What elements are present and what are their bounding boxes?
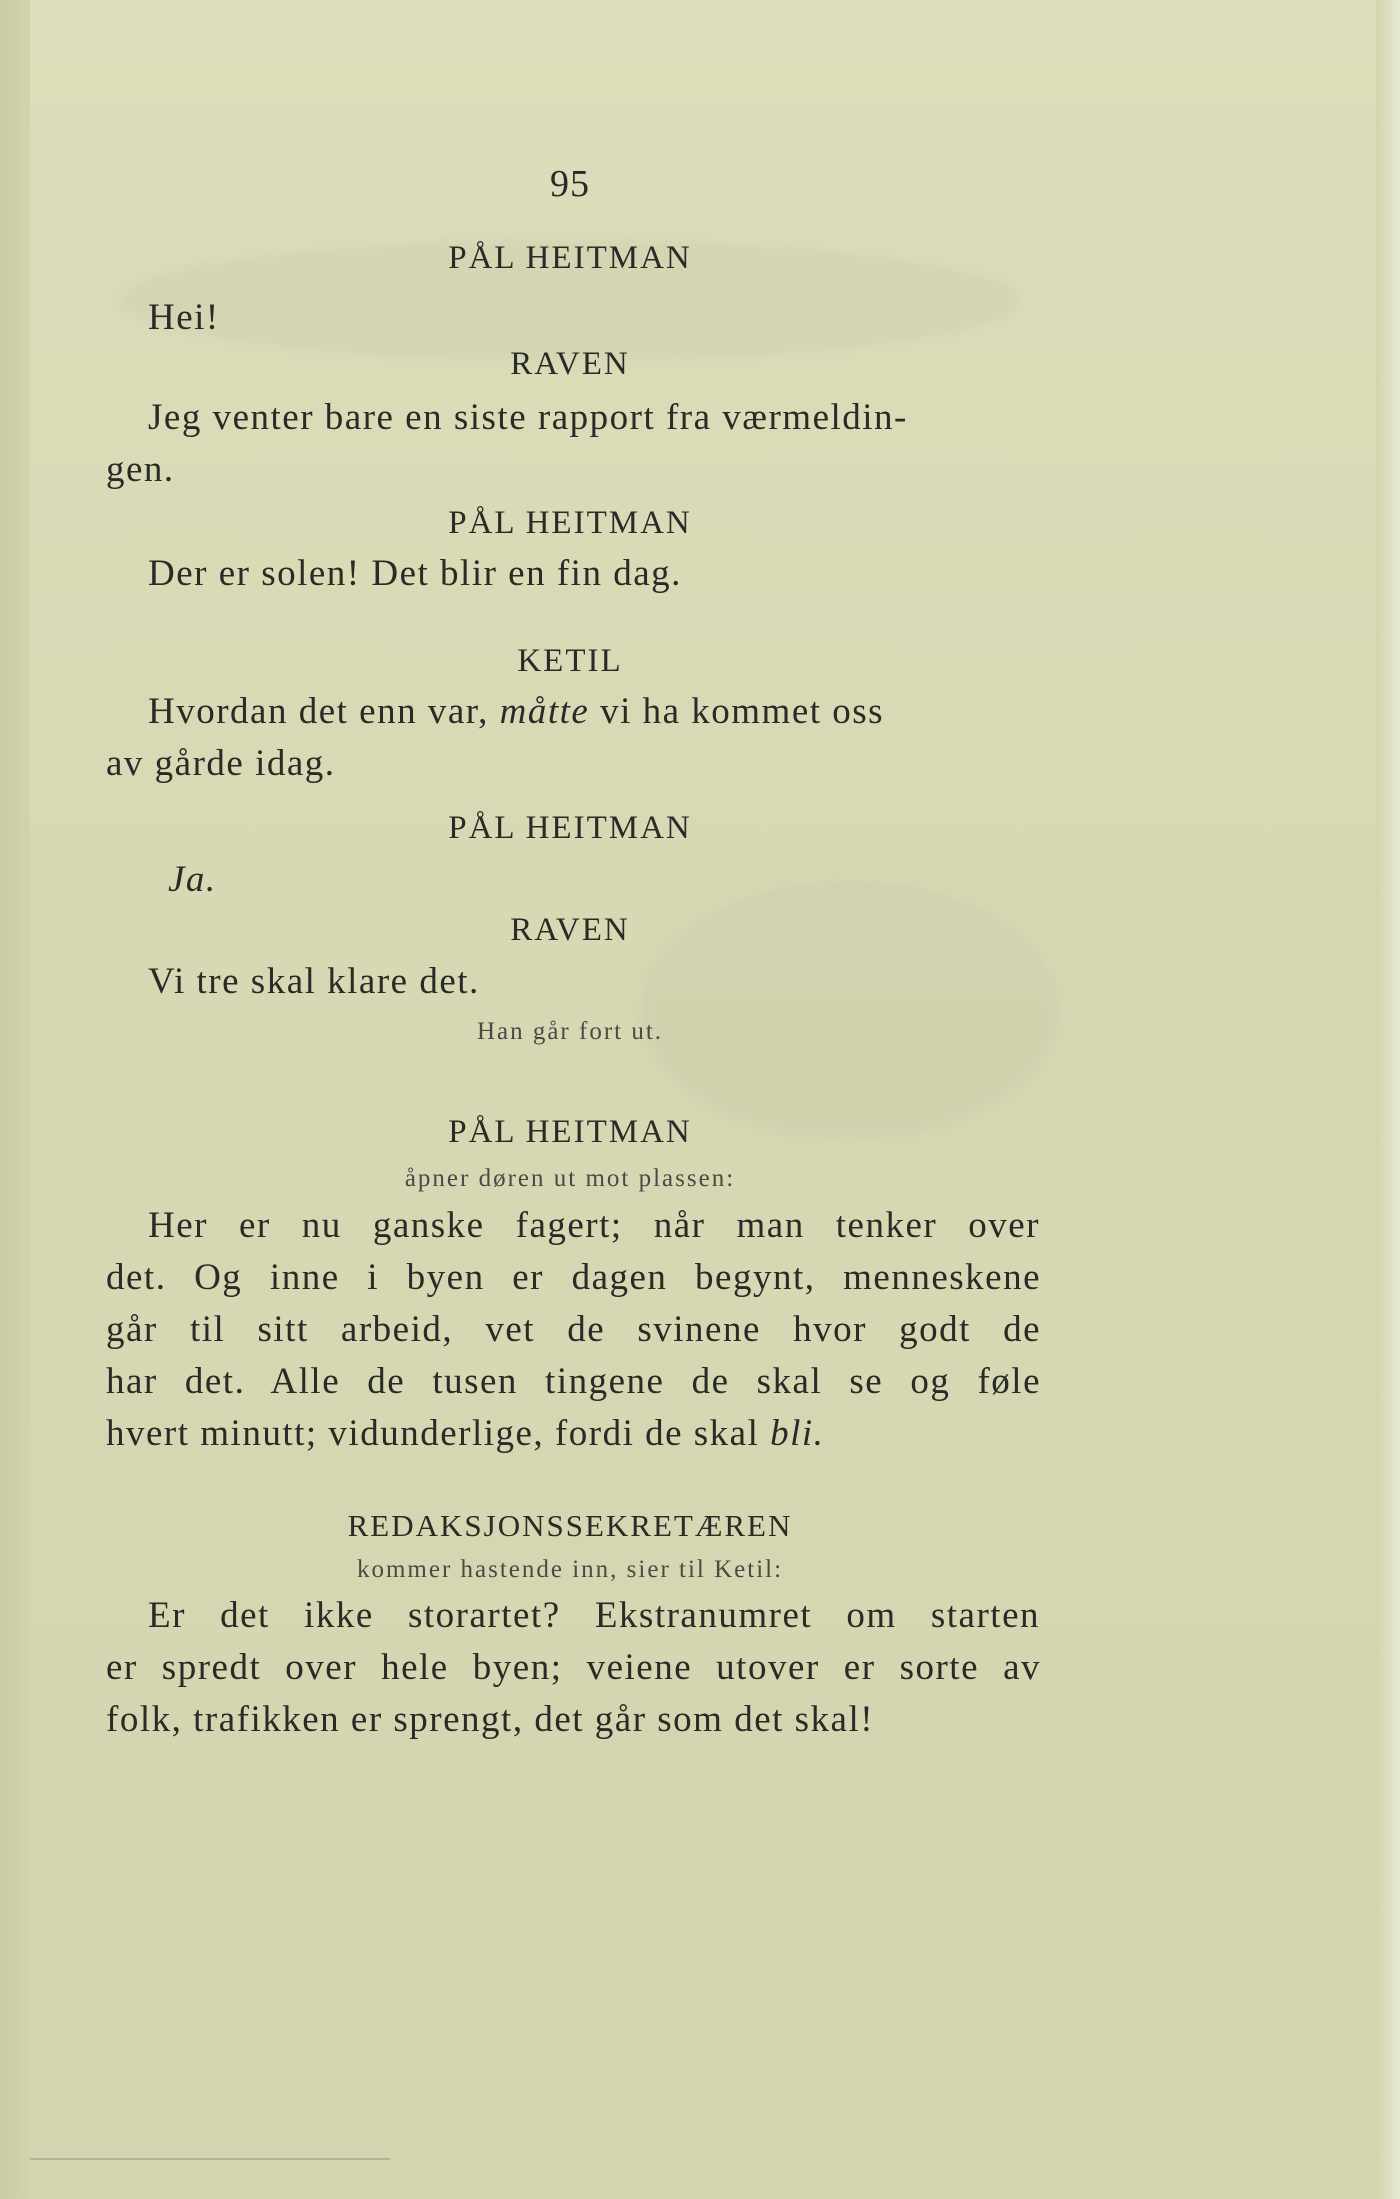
dialogue-line: Hei! xyxy=(148,297,220,338)
line-text: Hvordan det enn var, xyxy=(148,691,500,732)
dialogue-line: folk, trafikken er sprengt, det går som det skal! xyxy=(106,1699,875,1740)
dialogue-line xyxy=(106,1412,824,1455)
dialogue-line: Vi tre skal klare det. xyxy=(148,961,480,1002)
stage-direction: Han går fort ut. xyxy=(476,1018,664,1045)
scan-artifact xyxy=(30,2158,390,2160)
dialogue-line: det. Og inne i byen er dagen begynt, menneskene xyxy=(106,1257,1041,1298)
page-edge xyxy=(1376,0,1400,2199)
speaker-name: RAVEN xyxy=(510,912,630,948)
line-text: vi ha kommet oss xyxy=(589,691,885,732)
speaker-name: PÅL HEITMAN xyxy=(448,240,692,276)
speaker-name: PÅL HEITMAN xyxy=(448,810,692,846)
dialogue-line: går til sitt arbeid, vet de svinene hvor godt de xyxy=(106,1309,1041,1350)
dialogue-line: Der er solen! Det blir en fin dag. xyxy=(148,553,682,594)
stage-direction: kommer hastende inn, sier til Ketil: xyxy=(356,1556,784,1583)
emphasized-word: måtte xyxy=(499,691,590,732)
speaker-name: RAVEN xyxy=(510,346,630,382)
stage-direction: åpner døren ut mot plassen: xyxy=(404,1165,736,1192)
dialogue-line: av gårde idag. xyxy=(106,743,336,784)
dialogue-line: Er det ikke storartet? Ekstranumret om starten xyxy=(148,1595,1040,1636)
page-number: 95 xyxy=(550,163,590,205)
speaker-name: PÅL HEITMAN xyxy=(448,505,692,541)
dialogue-line: har det. Alle de tusen tingene de skal se og føle xyxy=(106,1361,1041,1402)
dialogue-line: er spredt over hele byen; veiene utover er sorte av xyxy=(106,1647,1041,1688)
page-gutter xyxy=(0,0,30,2199)
speaker-name: PÅL HEITMAN xyxy=(448,1114,692,1150)
dialogue-line: Jeg venter bare en siste rapport fra værmeldin- xyxy=(148,397,908,438)
emphasized-word: Ja. xyxy=(168,859,217,900)
dialogue-line xyxy=(168,858,217,901)
dialogue-line: Her er nu ganske fagert; når man tenker over xyxy=(148,1205,1040,1246)
speaker-name: REDAKSJONSSEKRETÆREN xyxy=(347,1508,793,1543)
speaker-name: KETIL xyxy=(517,643,623,679)
line-text: hvert minutt; vidunderlige, fordi de skal xyxy=(106,1413,771,1454)
dialogue-line: gen. xyxy=(106,449,175,490)
emphasized-word: bli. xyxy=(770,1413,825,1454)
dialogue-line xyxy=(148,690,884,733)
